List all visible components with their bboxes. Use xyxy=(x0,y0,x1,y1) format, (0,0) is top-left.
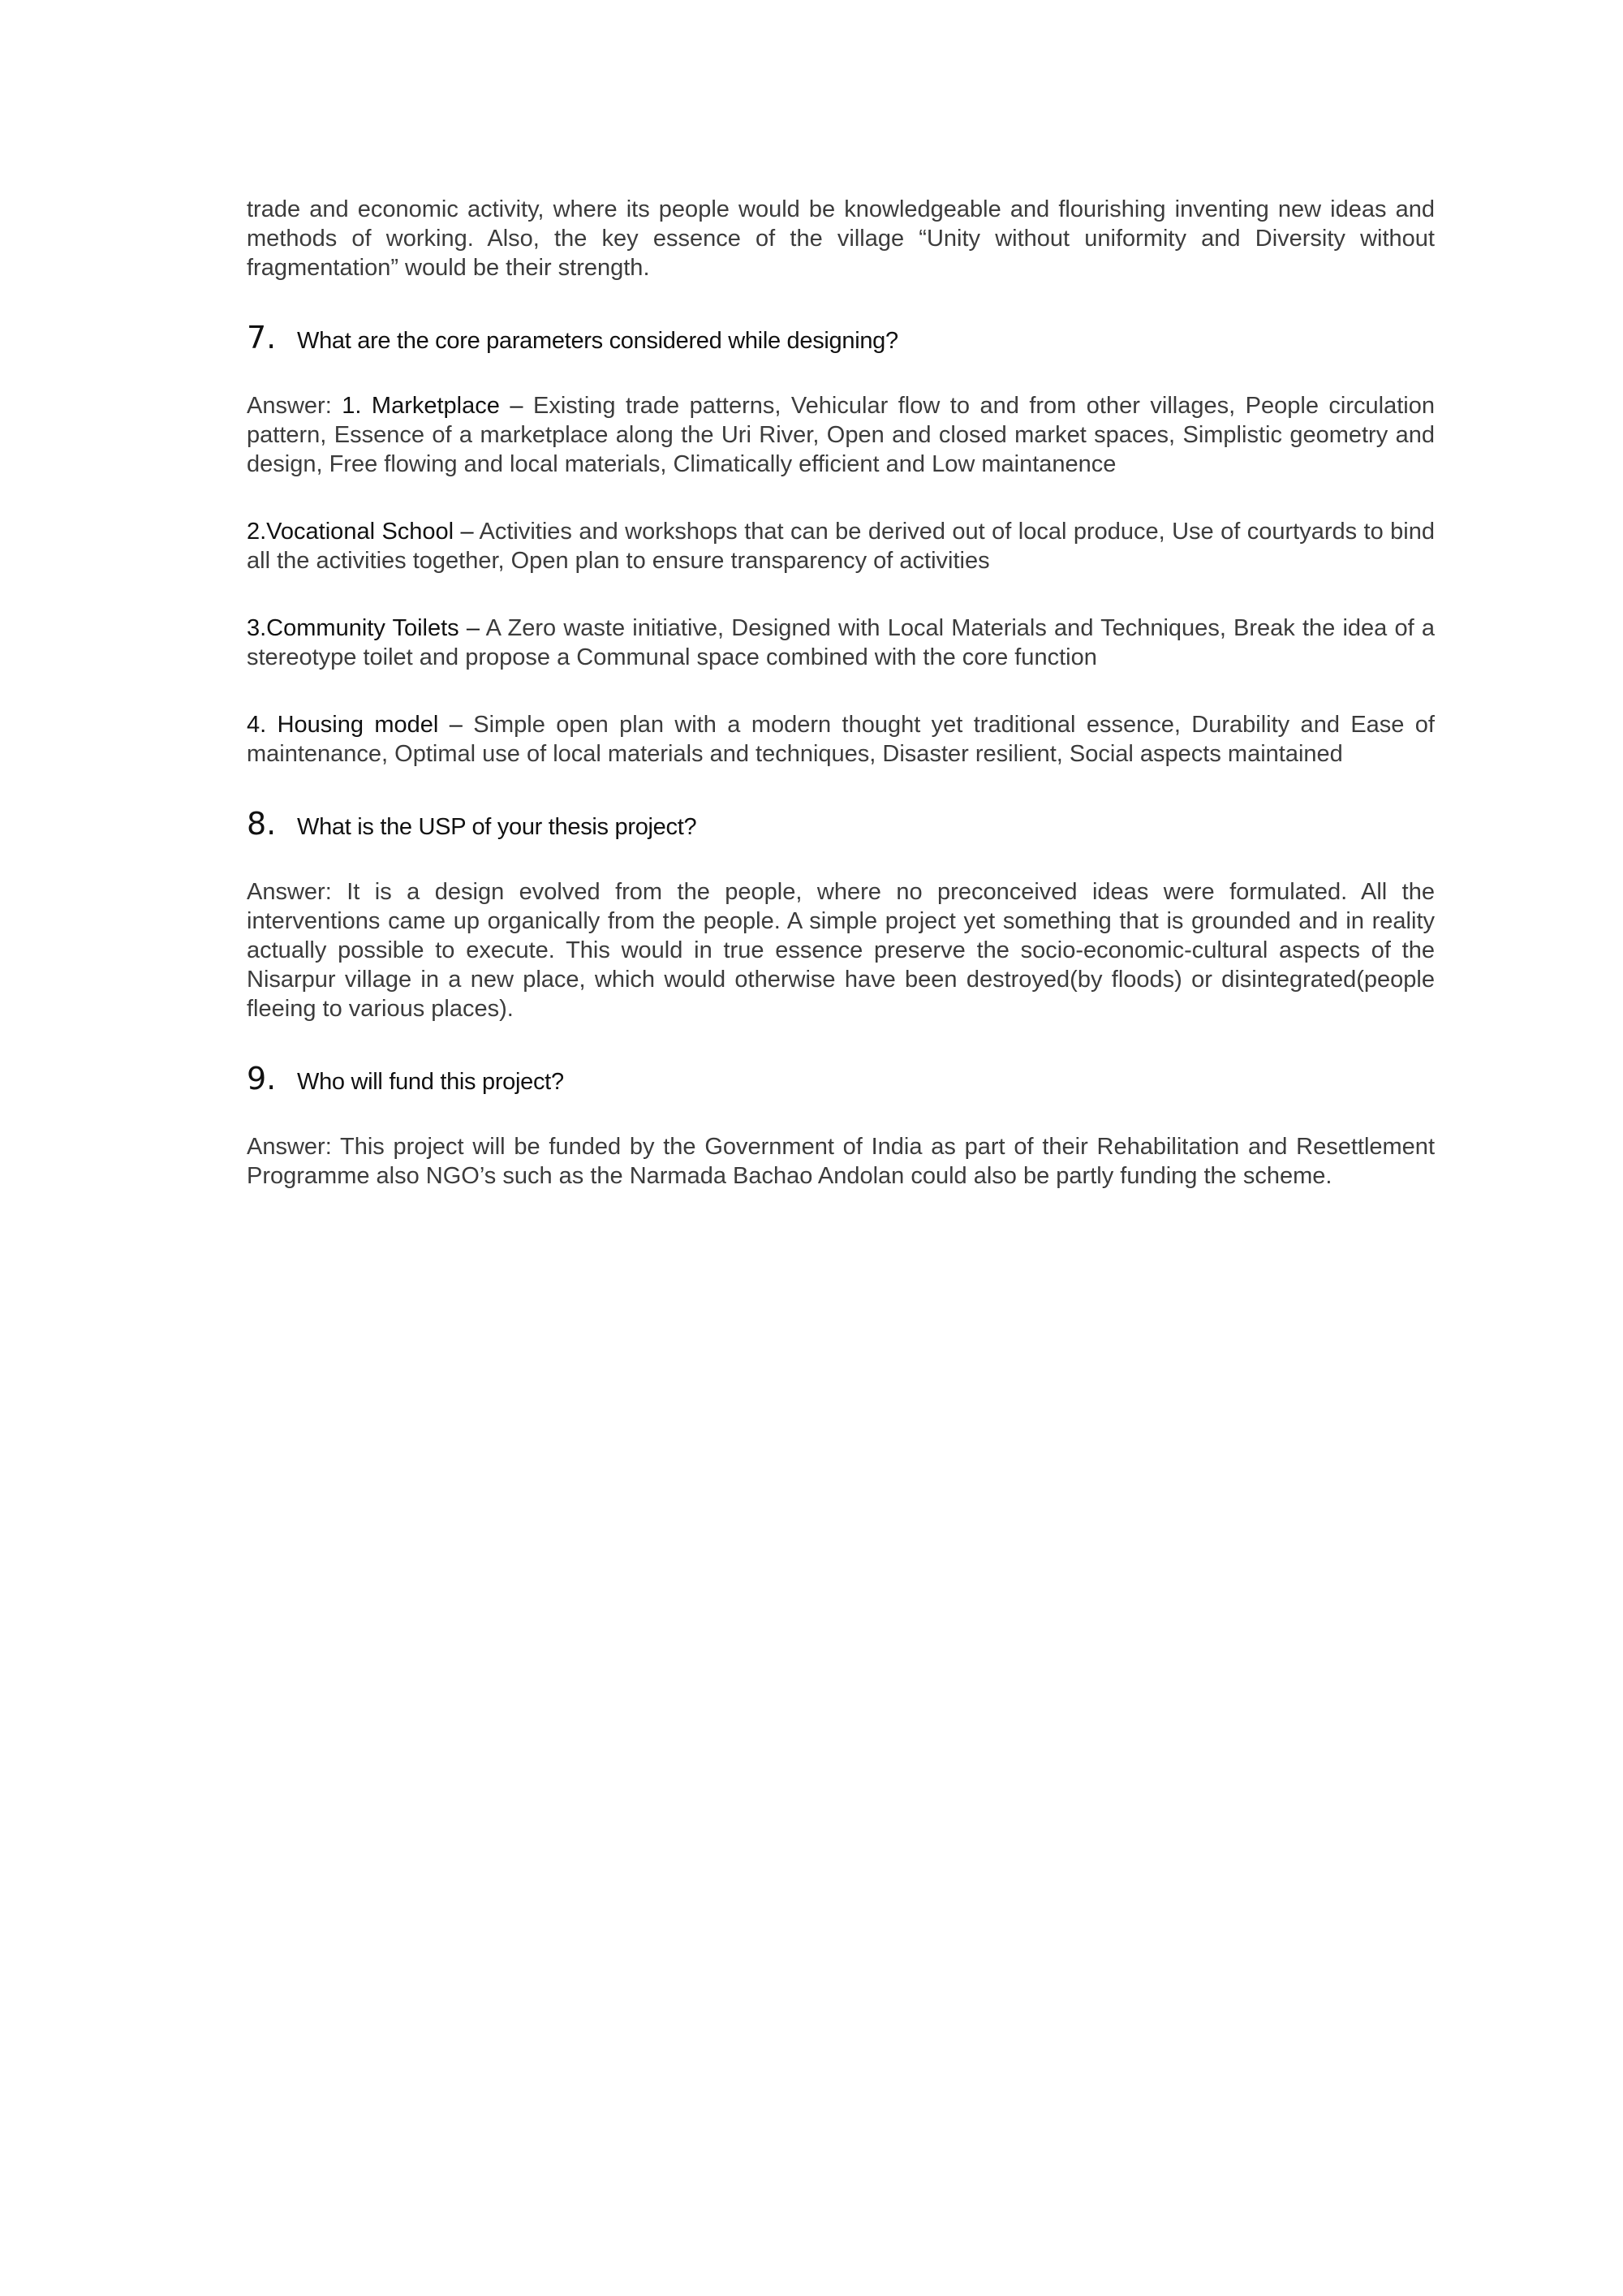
answer-lead: 4. Housing model – xyxy=(247,712,463,738)
answer-lead: 3.Community Toilets – xyxy=(247,615,480,641)
answer-body: Existing trade patterns, Vehicular flow to and from other villages, People circulation pattern, Essence of a marketplace along the Uri River, Open and closed market spaces, Simplistic geometry and design, Free flowing and local materials, Climatically efficient and Low maintanence xyxy=(247,393,1435,477)
question-text: Who will fund this project? xyxy=(297,1069,564,1095)
answer-vocational-school xyxy=(247,517,1435,575)
answer-community-toilets xyxy=(247,614,1435,672)
answer-body: Simple open plan with a modern thought yet traditional essence, Durability and Ease of maintenance, Optimal use of local materials and techniques, Disaster resilient, Social aspects maintained xyxy=(247,712,1435,767)
question-text: What are the core parameters considered while designing? xyxy=(297,328,898,354)
answer-lead: 1. Marketplace – xyxy=(342,393,523,419)
answer-funding: Answer: This project will be funded by the Government of India as part of their Rehabilitation and Resettlement Programme also NGO’s such as the Narmada Bachao Andolan could also be partly funding the scheme. xyxy=(247,1134,1435,1189)
question-9-heading xyxy=(247,1061,1435,1096)
answer-prefix: Answer: xyxy=(247,393,342,419)
answer-housing-model xyxy=(247,710,1435,769)
answer-usp: Answer: It is a design evolved from the people, where no preconceived ideas were formulated. All the interventions came up organically from the people. A simple project yet something that is grounded and in reality actually possible to execute. This would in true essence preserve the socio-economic-cultural aspects of the Nisarpur village in a new place, which would otherwise have been destroyed(by floods) or disintegrated(people fleeing to various places). xyxy=(247,879,1435,1022)
question-number: 8. xyxy=(247,806,277,842)
question-7-heading xyxy=(247,320,1435,355)
answer-marketplace xyxy=(247,391,1435,479)
question-number: 7. xyxy=(247,320,277,355)
question-text: What is the USP of your thesis project? xyxy=(297,814,697,840)
answer-body: A Zero waste initiative, Designed with Local Materials and Techniques, Break the idea of a stereotype toilet and propose a Communal space combined with the core function xyxy=(247,615,1435,670)
question-8-heading xyxy=(247,806,1435,842)
answer-lead: 2.Vocational School – xyxy=(247,519,474,545)
intro-paragraph: trade and economic activity, where its people would be knowledgeable and flourishing inventing new ideas and methods of working. Also, the key essence of the village “Unity without uniformity and Diversity without fragmentation” would be their strength. xyxy=(247,196,1435,281)
answer-body: Activities and workshops that can be derived out of local produce, Use of courtyards to bind all the activities together, Open plan to ensure transparency of activities xyxy=(247,519,1435,574)
question-number: 9. xyxy=(247,1061,277,1096)
document-page xyxy=(247,195,1435,1191)
